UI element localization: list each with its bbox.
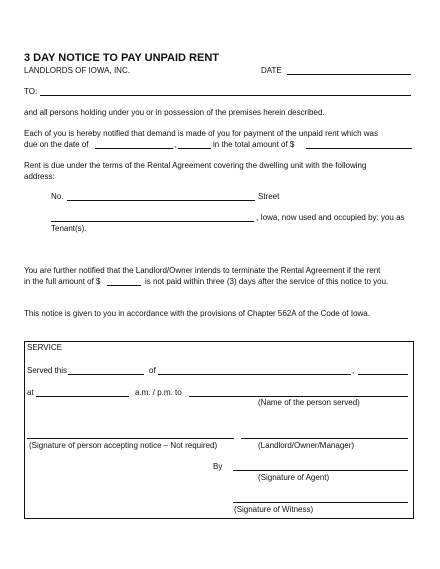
- witness-signature-caption: (Signature of Witness): [234, 505, 314, 514]
- agent-signature-caption: (Signature of Agent): [258, 473, 330, 482]
- date-field[interactable]: [287, 74, 411, 75]
- to-label: TO:: [24, 87, 38, 96]
- persons-line: and all persons holding under you or in possession of the premises herein described.: [24, 108, 325, 117]
- demand-line: Each of you is hereby notified that demand is made of you for payment of the unpaid rent which was: [24, 129, 378, 138]
- city-field[interactable]: [51, 221, 254, 222]
- total-amount-field[interactable]: [306, 148, 412, 149]
- iowa-label: , Iowa, now used and occupied by: you as: [256, 213, 405, 222]
- service-section: [24, 341, 414, 519]
- agent-signature-field[interactable]: [233, 470, 408, 471]
- due-year-field[interactable]: [178, 148, 211, 149]
- accepting-signature-caption: (Signature of person accepting notice – Not required): [29, 441, 218, 450]
- rent-due-line: Rent is due under the terms of the Rental Agreement covering the dwelling unit with the following: [24, 161, 367, 170]
- street-number-field[interactable]: [67, 200, 255, 201]
- street-label: Street: [258, 192, 280, 201]
- full-amount-label: in the full amount of $: [24, 277, 101, 286]
- further-line: You are further notified that the Landlord/Owner intends to terminate the Rental Agreement if the rent: [24, 266, 381, 275]
- no-label: No.: [51, 192, 64, 201]
- served-this-label: Served this: [27, 366, 68, 375]
- person-served-field[interactable]: [189, 396, 408, 397]
- landlord-signature-field[interactable]: [241, 438, 408, 439]
- date-label: DATE: [261, 66, 282, 75]
- full-amount-field[interactable]: [107, 285, 141, 286]
- by-label: By: [213, 462, 223, 471]
- tenants-label: Tenant(s).: [51, 224, 87, 233]
- due-date-field[interactable]: [95, 148, 173, 149]
- to-field[interactable]: [40, 95, 411, 96]
- am-pm-label: a.m. / p.m. to: [135, 388, 182, 397]
- person-served-caption: (Name of the person served): [258, 398, 360, 407]
- served-day-field[interactable]: [68, 374, 144, 375]
- document-title: 3 DAY NOTICE TO PAY UNPAID RENT: [24, 52, 219, 64]
- in-total-label: in the total amount of $: [213, 140, 295, 149]
- of-label: of: [149, 366, 156, 375]
- served-month-field[interactable]: [158, 374, 351, 375]
- chapter-line: This notice is given to you in accordance with the provisions of Chapter 562A of the Code of Iowa.: [24, 309, 370, 318]
- comma-text: ,: [174, 140, 177, 149]
- served-year-field[interactable]: [358, 374, 408, 375]
- witness-signature-field[interactable]: [233, 502, 408, 503]
- not-paid-label: is not paid within three (3) days after the service of this notice to you.: [145, 277, 389, 286]
- service-heading: SERVICE: [27, 343, 62, 352]
- address-label: address:: [24, 172, 55, 181]
- landlord-signature-caption: (Landlord/Owner/Manager): [258, 441, 355, 450]
- accepting-signature-field[interactable]: [27, 438, 234, 439]
- served-comma: ,: [352, 366, 355, 375]
- due-on-label: due on the date of: [24, 140, 89, 149]
- at-label: at: [27, 388, 34, 397]
- landlord-name: LANDLORDS OF IOWA, INC.: [24, 66, 130, 75]
- served-time-field[interactable]: [36, 396, 129, 397]
